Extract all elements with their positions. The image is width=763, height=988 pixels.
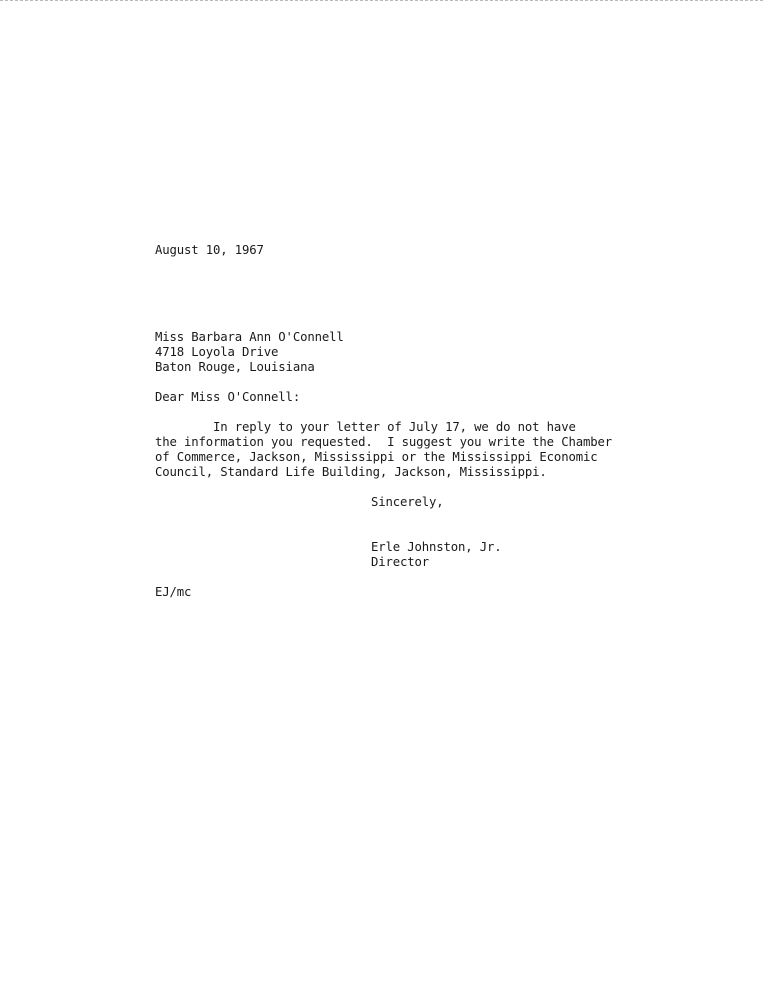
closing: Sincerely, <box>371 495 444 509</box>
body-line: In reply to your letter of July 17, we do not have <box>155 420 576 434</box>
typist-initials: EJ/mc <box>155 585 192 599</box>
page-top-edge <box>0 0 763 1</box>
signer-name: Erle Johnston, Jr. <box>371 540 502 554</box>
signer-title: Director <box>371 555 430 569</box>
recipient-name: Miss Barbara Ann O'Connell <box>155 330 344 344</box>
salutation: Dear Miss O'Connell: <box>155 390 301 404</box>
recipient-city: Baton Rouge, Louisiana <box>155 360 315 374</box>
recipient-street: 4718 Loyola Drive <box>155 345 279 359</box>
body-line: of Commerce, Jackson, Mississippi or the Mississippi Economic <box>155 450 598 464</box>
letter-date: August 10, 1967 <box>155 243 264 257</box>
body-line: Council, Standard Life Building, Jackson, Mississippi. <box>155 465 547 479</box>
body-line: the information you requested. I suggest you write the Chamber <box>155 435 612 449</box>
